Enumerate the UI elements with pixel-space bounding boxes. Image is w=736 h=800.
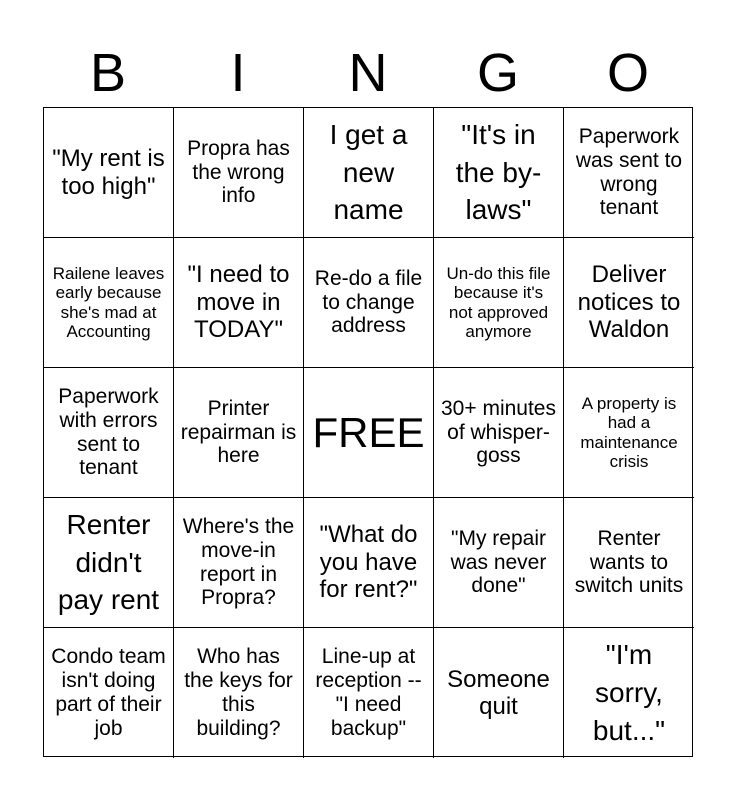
bingo-cell: "My rent is too high" — [44, 108, 174, 238]
header-letter-o: O — [606, 43, 649, 103]
bingo-cell: "What do you have for rent?" — [304, 498, 434, 628]
bingo-cell: Propra has the wrong info — [174, 108, 304, 238]
bingo-cell: Paperwork was sent to wrong tenant — [564, 108, 694, 238]
header-letter-g: G — [476, 43, 519, 103]
free-space: FREE — [304, 368, 434, 498]
header-letter-i: I — [230, 43, 246, 103]
bingo-cell: Someone quit — [434, 628, 564, 758]
bingo-cell: Condo team isn't doing part of their job — [44, 628, 174, 758]
bingo-cell: Re-do a file to change address — [304, 238, 434, 368]
bingo-cell: A property is had a maintenance crisis — [564, 368, 694, 498]
bingo-cell: Paperwork with errors sent to tenant — [44, 368, 174, 498]
header-letter-n: N — [348, 43, 388, 103]
bingo-cell: Printer repairman is here — [174, 368, 304, 498]
bingo-cell: Where's the move-in report in Propra? — [174, 498, 304, 628]
bingo-cell: 30+ minutes of whisper-goss — [434, 368, 564, 498]
bingo-cell: "I need to move in TODAY" — [174, 238, 304, 368]
bingo-board — [43, 107, 693, 757]
header-letter-b: B — [89, 43, 127, 103]
bingo-cell: Renter wants to switch units — [564, 498, 694, 628]
bingo-cell: Railene leaves early because she's mad at Accounting — [44, 238, 174, 368]
bingo-cell: Who has the keys for this building? — [174, 628, 304, 758]
bingo-header — [43, 42, 693, 104]
bingo-cell: "It's in the by-laws" — [434, 108, 564, 238]
bingo-cell: "I'm sorry, but..." — [592, 639, 666, 746]
bingo-cell: I get a new name — [304, 108, 434, 238]
bingo-cell: Renter didn't pay rent — [44, 498, 174, 628]
bingo-cell: "My repair was never done" — [434, 498, 564, 628]
bingo-cell: Line-up at reception -- "I need backup" — [304, 628, 434, 758]
bingo-cell: Deliver notices to Waldon — [564, 238, 694, 368]
bingo-cell: Un-do this file because it's not approved anymore — [434, 238, 564, 368]
